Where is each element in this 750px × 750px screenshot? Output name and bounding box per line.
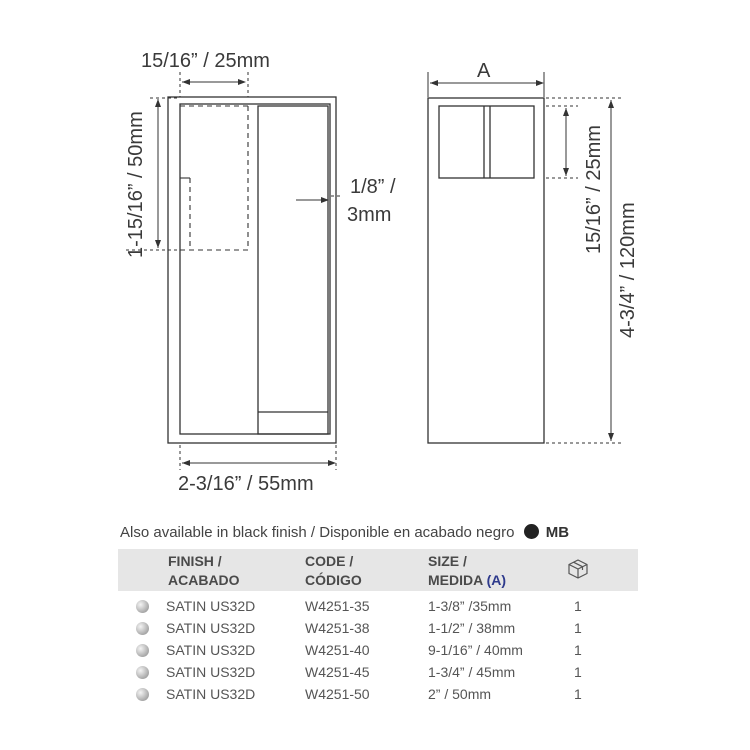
header-finish-line2: ACABADO [168, 572, 240, 588]
side-view-inner-wall [180, 104, 330, 434]
front-view-window [439, 106, 534, 178]
row-qty: 1 [574, 686, 582, 702]
dim-bottom [180, 445, 336, 470]
finish-swatch [136, 666, 149, 679]
row-size: 9-1/16” / 40mm [428, 642, 523, 658]
dim-left-vertical-label: 1-15/16” / 50mm [125, 111, 147, 258]
row-code: W4251-35 [305, 598, 370, 614]
side-view [168, 97, 336, 443]
black-finish-code: MB [545, 524, 570, 541]
header-code [305, 552, 362, 590]
row-qty: 1 [574, 598, 582, 614]
row-finish: SATIN US32D [166, 598, 256, 614]
row-qty: 1 [574, 642, 582, 658]
table-row [0, 662, 750, 684]
row-finish: SATIN US32D [166, 642, 256, 658]
dim-top-left-label: 15/16” / 25mm [141, 50, 270, 72]
row-code: W4251-50 [305, 686, 370, 702]
finish-swatch [136, 688, 149, 701]
header-size-accent: (A) [486, 572, 507, 588]
dim-a-label: A [477, 60, 491, 82]
availability-note [120, 524, 569, 541]
header-size [428, 552, 506, 590]
header-code-line2: CÓDIGO [305, 572, 362, 588]
box-icon [566, 557, 590, 581]
side-view-hidden-lines [180, 106, 256, 434]
header-size-line1: SIZE / [428, 553, 467, 569]
dim-right-inner-label: 15/16” / 25mm [583, 125, 605, 254]
front-view [428, 98, 544, 443]
row-code: W4251-40 [305, 642, 370, 658]
row-code: W4251-38 [305, 620, 370, 636]
dim-right-outer-label: 4-3/4” / 120mm [617, 202, 639, 338]
dim-wall [296, 196, 340, 203]
table-row [0, 596, 750, 618]
dim-wall-label-2: 3mm [347, 204, 392, 226]
row-size: 1-1/2” / 38mm [428, 620, 516, 636]
finish-swatch [136, 600, 149, 613]
header-size-line2: MEDIDA [428, 572, 483, 588]
dim-bottom-label: 2-3/16” / 55mm [178, 473, 314, 495]
table-row [0, 640, 750, 662]
row-size: 2” / 50mm [428, 686, 492, 702]
row-qty: 1 [574, 664, 582, 680]
row-finish: SATIN US32D [166, 620, 256, 636]
table-row [0, 684, 750, 706]
finish-swatch [136, 644, 149, 657]
row-finish: SATIN US32D [166, 664, 256, 680]
side-view-plate [258, 106, 328, 434]
finish-swatch [136, 622, 149, 635]
header-finish-line1: FINISH / [168, 553, 222, 569]
side-view-outline [168, 97, 336, 443]
row-code: W4251-45 [305, 664, 370, 680]
header-finish [168, 552, 240, 590]
availability-note-text: Also available in black finish / Disponible en acabado negro [120, 524, 515, 541]
row-qty: 1 [574, 620, 582, 636]
black-finish-dot [524, 524, 539, 539]
row-size: 1-3/4” / 45mm [428, 664, 516, 680]
dim-top-left [180, 72, 248, 97]
header-code-line1: CODE / [305, 553, 354, 569]
row-finish: SATIN US32D [166, 686, 256, 702]
dim-wall-label-1: 1/8” / [350, 176, 396, 198]
front-view-outline [428, 98, 544, 443]
row-size: 1-3/8” /35mm [428, 598, 512, 614]
table-row [0, 618, 750, 640]
dim-right-inner [546, 106, 578, 178]
